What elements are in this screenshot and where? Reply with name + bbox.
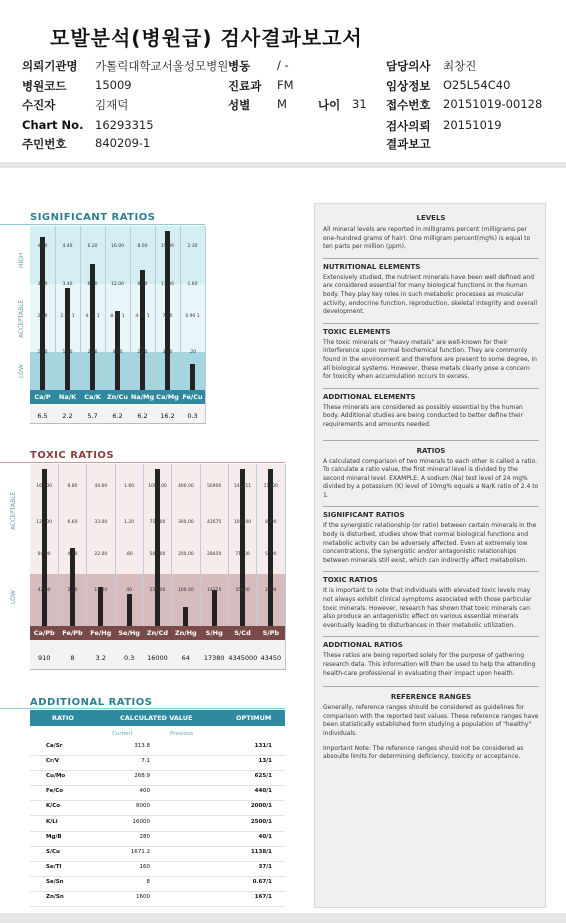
significant-bar-ca-mg [165,231,170,390]
toxic-tick-label: 8.80 [67,484,78,489]
toxic-tick-label: 2.20 [67,588,78,593]
age-value: 31 [352,97,367,111]
levels-heading: LEVELS [416,214,446,222]
significant-bar-fe-cu [190,364,195,390]
toxic-col-value: 64 [181,654,190,662]
toxic-tick-label: 1.60 [124,484,135,489]
significant-tick-label: 1.80 [37,350,48,355]
examinee-value: 김재덕 [95,98,129,112]
significant-tick-label: 3.80 [37,282,48,287]
receipt-no-value: 20151019-00128 [443,97,543,111]
report-title: 모발분석(병원급) 검사결과보고서 [50,26,363,50]
toxic-tick-label: 4.40 [67,552,78,557]
significant-tick-label: 3.00 [162,350,173,355]
additional-ratio-name: Mg/B [46,833,62,840]
additional-optimum-value: 1138/1 [250,848,272,855]
toxic-tick-label: 1000.00 [148,484,167,489]
significant-col-label: Ca/K [84,393,101,401]
toxic-col-label: S/Hg [205,629,223,637]
result-report-label: 결과보고 [386,137,431,151]
toxic-tick-label: 28450 [207,552,222,557]
additional-current-value: 1671.2 [130,848,150,855]
additional-col-ratio: RATIO [52,714,74,722]
rule-4 [323,440,539,441]
significant-tick-label: 4.20 1 [85,314,100,319]
chart-no-label: Chart No. [22,118,84,132]
additional-ratio-name: Zn/Sn [46,894,64,900]
toxic-tick-label: 400.00 [177,484,194,489]
toxic-tick-label: 14225 [207,588,222,593]
additional-current-value: 268.9 [134,773,150,780]
toxic-col-value: 16000 [147,654,168,662]
significant-tick-label: 3.40 [62,282,73,287]
additional-ratio-name: S/Cu [46,848,60,855]
rule-8 [323,686,539,687]
reference-heading: REFERENCE RANGES [390,693,472,702]
additional-ratios-heading: ADDITIONAL RATIOS [323,641,403,650]
ratios-text: A calculated comparison of two minerals to each other is called a ratio. To calculate a ratio value, the first mineral level is divided by the second mineral level. EXAMPLE: A sodium (Na) test level of 24 mg% divided by a potassium (K) level of 10mg% equals a Na/K ratio of 2.4 to 1. [323,457,539,499]
additional-ratio-name: Cu/Mo [46,773,66,780]
sex-value: M [277,97,287,111]
ward-label: 병동 [228,59,251,73]
toxic-col-value: 8 [70,654,75,662]
additional-optimum-value: 37/1 [258,863,272,870]
clinical-info-label: 임상정보 [386,79,431,93]
significant-col-value: 6.5 [37,412,48,420]
significant-tick-label: 2.20 [87,350,98,355]
department-value: FM [277,78,294,92]
additional-optimum-value: 131/1 [254,743,272,749]
toxic-bar-se-hg [127,594,132,626]
toxic-tick-label: 142311 [233,484,252,489]
nutritional-heading: NUTRITIONAL ELEMENTS [323,262,421,271]
toxic-tick-label: 500.00 [149,552,166,557]
additional-current-value: 8 [146,878,150,885]
toxic-col-value: 910 [37,654,51,662]
significant-tick-label: 6.20 [87,244,98,249]
ward-value: / - [277,58,289,72]
toxic-tick-label: 56900 [207,484,222,489]
significant-tick-label: .20 [188,350,197,355]
age-label: 나이 [318,98,341,112]
toxic-tick-label: 42675 [207,520,222,525]
significant-tick-label: 4.00 1 [135,314,150,319]
institution-value: 가톨릭대학교서울성모병원 [95,59,229,73]
significant-tick-label: 8.00 [137,244,148,249]
significant-tick-label: 6.00 [137,282,148,287]
toxic-tick-label: 106800 [233,520,252,525]
toxic-tick-label: 1.20 [124,520,135,525]
significant-zone-acceptable-label: ACCEPTABLE [18,299,25,338]
toxic-bar-zn-cd [155,469,160,626]
toxic-col-label: Zn/Hg [174,629,197,637]
additional-current-value: 16000 [132,818,150,825]
toxic-tick-label: 100.00 [177,588,194,593]
additional-sub-current: Current [112,731,133,737]
toxic-heading-rule [0,462,285,463]
significant-tick-label: 6.20 [87,282,98,287]
rule-6 [323,571,539,572]
toxic-col-label: S/Pb [262,629,280,637]
toxic-zone-acceptable-label: ACCEPTABLE [10,491,17,530]
significant-tick-label: 12.00 [111,282,124,287]
toxic-bar-s-hg [212,590,217,626]
additional-current-value: 400 [139,788,150,795]
significant-col-value: 6.2 [112,412,123,420]
toxic-tick-label: .80 [125,552,133,557]
institution-label: 의뢰기관명 [22,59,78,73]
significant-col-label: Na/K [58,393,77,401]
nutritional-text: Extensively studied, the nutrient minerals have been well defined and are considered essential for many biological functions in the human body. They play key roles in such metabolic processes as muscular activity, endocrine function, reproduction, skeletal integrity and overall development. [323,273,538,316]
toxic-tick-label: 11.00 [94,588,108,593]
additional-current-value: 8000 [136,803,150,810]
toxic-elements-text: The toxic minerals or "heavy metals" are well-known for their interference upon normal biochemical function. They are commonly found in the environment and therefore are present to some degree, in all biological systems. However, these metals clearly pose a concern for toxicity when accumulation occurs to excess. [323,338,537,381]
additional-ratio-name: K/Li [46,818,58,825]
additional-ratio-name: Fe/Co [46,788,64,795]
toxic-tick-label: 300.00 [177,520,194,525]
toxic-tick-label: 44.00 [94,484,108,489]
significant-tick-label: 4.40 [62,244,73,249]
toxic-bar-s-pb [268,469,273,626]
synergistic-heading: SIGNIFICANT RATIOS [323,511,405,520]
toxic-col-label: Zn/Cd [146,629,169,637]
hospital-code-label: 병원코드 [22,79,67,93]
toxic-tick-label: 5600 [265,552,277,557]
toxic-heading: TOXIC RATIOS [30,450,115,461]
additional-ratio-name: K/Co [46,803,61,810]
significant-col-label: Na/Mg [130,393,155,401]
ratios-heading: RATIOS [416,446,446,455]
toxic-tick-label: 250.00 [149,588,166,593]
significant-col-value: 2.2 [62,412,73,420]
toxic-col-label: Ca/Pb [33,629,55,637]
significant-col-label: Zn/Cu [106,393,129,401]
toxic-bar-ca-pb [42,469,47,626]
significant-zone-high-label: HIGH [18,252,25,268]
toxic-tick-label: 168.00 [36,484,53,489]
divider-band [0,162,566,168]
toxic-tick-label: 2800 [265,588,277,593]
significant-heading: SIGNIFICANT RATIOS [30,212,156,223]
rule-3 [323,388,539,389]
important-note-text: Important Note: The reference ranges should not be considered as absoulte limits for determining deficiency, toxicity or acceptance. [323,744,524,761]
hospital-code-value: 15009 [95,78,132,92]
toxic-tick-label: 750.00 [149,520,166,525]
doctor-value: 최창진 [443,59,477,73]
additional-optimum-value: 625/1 [254,773,272,780]
rule-5 [323,506,539,507]
additional-ratio-name: Se/Tl [46,863,62,870]
significant-tick-label: 11.00 [161,282,174,287]
significant-bar-na-mg [140,270,145,390]
significant-tick-label: 0.90 1 [185,314,200,319]
additional-heading-rule [0,708,285,709]
toxic-col-value: 0.3 [123,654,135,662]
toxic-tick-label: 11200 [263,484,278,489]
additional-optimum-value: 167/1 [254,894,272,900]
clinical-info-value: O25L54C40 [443,78,511,92]
request-date-label: 검사의뢰 [386,119,431,133]
additional-col-calc: CALCULATED VALUE [120,714,193,722]
additional-heading: ADDITIONAL RATIOS [30,697,153,708]
significant-col-value: 6.2 [137,412,148,420]
toxic-tick-label: 33.00 [94,520,108,525]
resident-no-label: 주민번호 [22,137,67,151]
toxic-col-value: 4345000 [228,654,258,662]
toxic-elements-heading: TOXIC ELEMENTS [323,327,391,336]
toxic-tick-label: 6.60 [67,520,78,525]
toxic-tick-label: 22.00 [94,552,108,557]
additional-ratio-name: Ca/Sr [46,743,63,749]
significant-col-label: Ca/P [34,393,51,401]
request-date-value: 20151019 [443,118,502,132]
significant-tick-label: 15.00 [161,244,174,249]
toxic-bar-zn-hg [183,607,188,626]
receipt-no-label: 접수번호 [386,98,431,112]
doctor-label: 담당의사 [386,59,431,73]
additional-optimum-value: 440/1 [254,788,272,795]
rule-2 [323,323,539,324]
additional-col-optimum: OPTIMUM [236,714,272,722]
toxic-tick-label: 35600 [235,588,250,593]
toxic-col-label: Se/Hg [118,629,140,637]
additional-optimum-value: 13/1 [258,758,272,765]
toxic-tick-label: 42.00 [37,588,51,593]
toxic-col-value: 43450 [260,654,282,662]
additional-optimum-value: 0.67/1 [252,878,272,885]
sex-label: 성별 [228,98,251,112]
additional-current-value: 313.8 [134,743,150,749]
significant-tick-label: 2.40 1 [60,314,75,319]
toxic-ratios-text: It is important to note that individuals with elevated toxic levels may not always exhibit clinical symptoms associated with those particular toxic minerals. However, research has shown that toxic minerals can also produce an antagonistic effect on various essential minerals eventually leading to disturbances in their metabolic utilization. [323,587,532,629]
additional-sub-previous: Previous [170,731,194,737]
significant-zone-low-label: LOW [18,364,25,378]
significant-tick-label: 8.00 1 [110,314,125,319]
significant-tick-label: 4.00 [112,350,123,355]
significant-tick-label: 2.60 [37,314,48,319]
significant-tick-label: 1.40 [62,350,73,355]
toxic-col-label: Fe/Hg [90,629,112,637]
significant-heading-rule [0,224,205,225]
significant-col-value: 5.7 [87,412,98,420]
toxic-ratios-heading: TOXIC RATIOS [323,576,378,585]
rule-1 [323,258,539,259]
toxic-tick-label: 8400 [265,520,277,525]
toxic-col-value: 3.2 [95,654,106,662]
toxic-col-value: 17380 [203,654,225,662]
toxic-tick-label: 84.00 [37,552,51,557]
additional-optimum-value: 40/1 [258,833,272,840]
additional-current-value: 160 [139,863,150,870]
bottom-band [0,913,566,923]
toxic-tick-label: 40 [126,588,133,593]
additional-current-value: 280 [139,833,150,840]
additional-ratio-name: Se/Sn [46,878,64,885]
synergistic-text: If the synergistic relationship (or ratio) between certain minerals in the body is disturbed, studies show that normal biological functions and metabolic activity can be adversely affected. Even at extremely low concentrations, the synergistic and/or antagonistic relationships between minerals still exist, which can indirectly affect metabolism. [323,522,537,564]
resident-no-value: 840209-1 [95,136,151,150]
significant-col-label: Ca/Mg [156,393,179,401]
significant-tick-label: 7.00 [162,314,173,319]
examinee-label: 수진자 [22,98,56,112]
significant-col-value: 0.3 [187,412,198,420]
additional-elements-heading: ADDITIONAL ELEMENTS [323,392,416,401]
significant-tick-label: 1.60 [187,282,198,287]
significant-tick-label: 16.00 [111,244,124,249]
toxic-col-label: Fe/Pb [62,629,83,637]
department-label: 진료과 [228,79,262,93]
toxic-zone-low-label: LOW [10,590,17,604]
significant-tick-label: 2.30 [187,244,198,249]
chart-no-value: 16293315 [95,118,154,132]
toxic-bar-s-cd [240,469,245,626]
toxic-tick-label: 200.00 [177,552,194,557]
additional-current-value: 7.1 [141,758,150,765]
toxic-tick-label: 126.00 [36,520,53,525]
additional-elements-text: These minerals are considered as possibly essential by the human body. Additional studies are being conducted to better define their requirements and amounts needed. [323,403,523,428]
additional-current-value: 1600 [136,894,150,900]
explanation-panel [314,203,546,908]
rule-7 [323,636,539,637]
additional-optimum-value: 2500/1 [250,818,272,825]
significant-tick-label: 4.80 [37,244,48,249]
significant-col-value: 16.2 [160,412,175,420]
significant-bar-na-k [65,288,70,390]
additional-ratio-name: Cr/V [46,758,60,765]
levels-text: All mineral levels are reported in milligrams percent (milligrams per one-hundred grams of hair). One milligram percent(mg%) is equal to ten parts per million (ppm). [323,226,531,251]
additional-optimum-value: 2000/1 [250,803,272,810]
toxic-tick-label: 71200 [235,552,250,557]
toxic-col-label: S/Cd [234,629,251,637]
significant-col-label: Fe/Cu [182,393,203,401]
reference-text: Generally, reference ranges should be considered as guidelines for comparison with the reported test values. These reference ranges have been statistically established form studying a population of "healthy" individuals. [323,704,539,737]
significant-tick-label: 2.00 [137,350,148,355]
additional-ratios-text: These ratios are being reported solely for the purpose of gathering research data. This information will then be used to help the attending health-care professional in evaluating their impact upon health. [323,652,536,677]
